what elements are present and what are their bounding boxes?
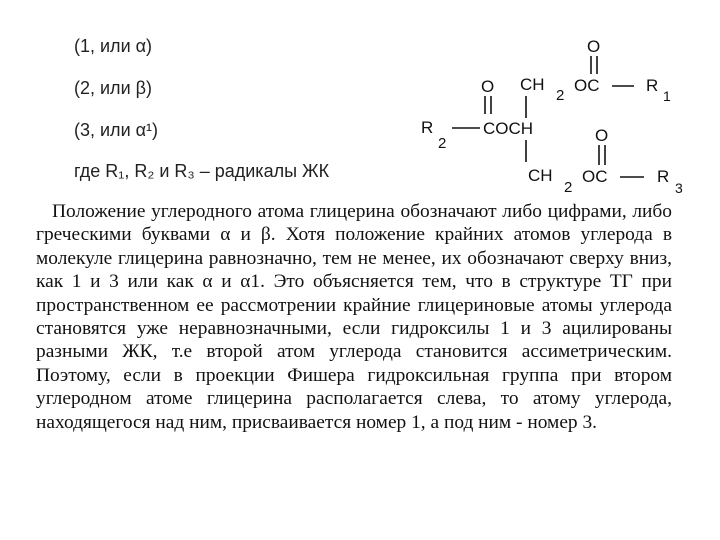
radicals-note: где R₁, R₂ и R₃ – радикалы ЖК <box>74 161 330 181</box>
position-label-2: (2, или β) <box>74 78 152 98</box>
ch2-bottom-subscript: 2 <box>564 179 573 196</box>
position-label-3: (3, или α¹) <box>74 120 159 140</box>
r3: R <box>657 167 670 186</box>
r1-subscript: 1 <box>663 88 671 104</box>
ch2-top: CH <box>520 75 545 94</box>
oxygen-bottom: O <box>595 126 609 145</box>
oxygen-top: O <box>587 37 601 56</box>
triglyceride-structure-diagram <box>0 0 720 200</box>
r2: R <box>421 118 434 137</box>
r3-subscript: 3 <box>675 180 683 196</box>
paragraph-text: Положение углеродного атома глицерина обозначают либо цифрами, либо греческими буквами α и β. Хотя положение крайних атомов углерода в молекуле глицерина равнозначно, тем не менее, их обозначают сверху вниз, как 1 и 3 или как α и α1. Это объясняется тем, что в структуре ТГ при пространственном ее рассмотрении крайние глицериновые атомы углерода становятся уже неравнозначными, если гидроксилы 1 и 3 ацилированы разными ЖК, т.е второй атом углерода становится ассиметрическим. Поэтому, если в проекции Фишера гидроксильная группа при втором углеродном атоме глицерина располагается слева, то атому углерода, находящегося над ним, присваивается номер 1, а под ним - номер 3. <box>36 201 672 433</box>
ch2-top-subscript: 2 <box>556 87 565 104</box>
oxygen-middle: O <box>481 77 495 96</box>
position-label-1: (1, или α) <box>74 36 153 56</box>
r1: R <box>646 76 659 95</box>
oc-top: OC <box>574 76 600 95</box>
coch-group: COCH <box>483 119 534 138</box>
body-paragraph <box>36 200 672 434</box>
oc-bottom: OC <box>582 167 608 186</box>
r2-subscript: 2 <box>438 135 447 152</box>
ch2-bottom: CH <box>528 166 553 185</box>
